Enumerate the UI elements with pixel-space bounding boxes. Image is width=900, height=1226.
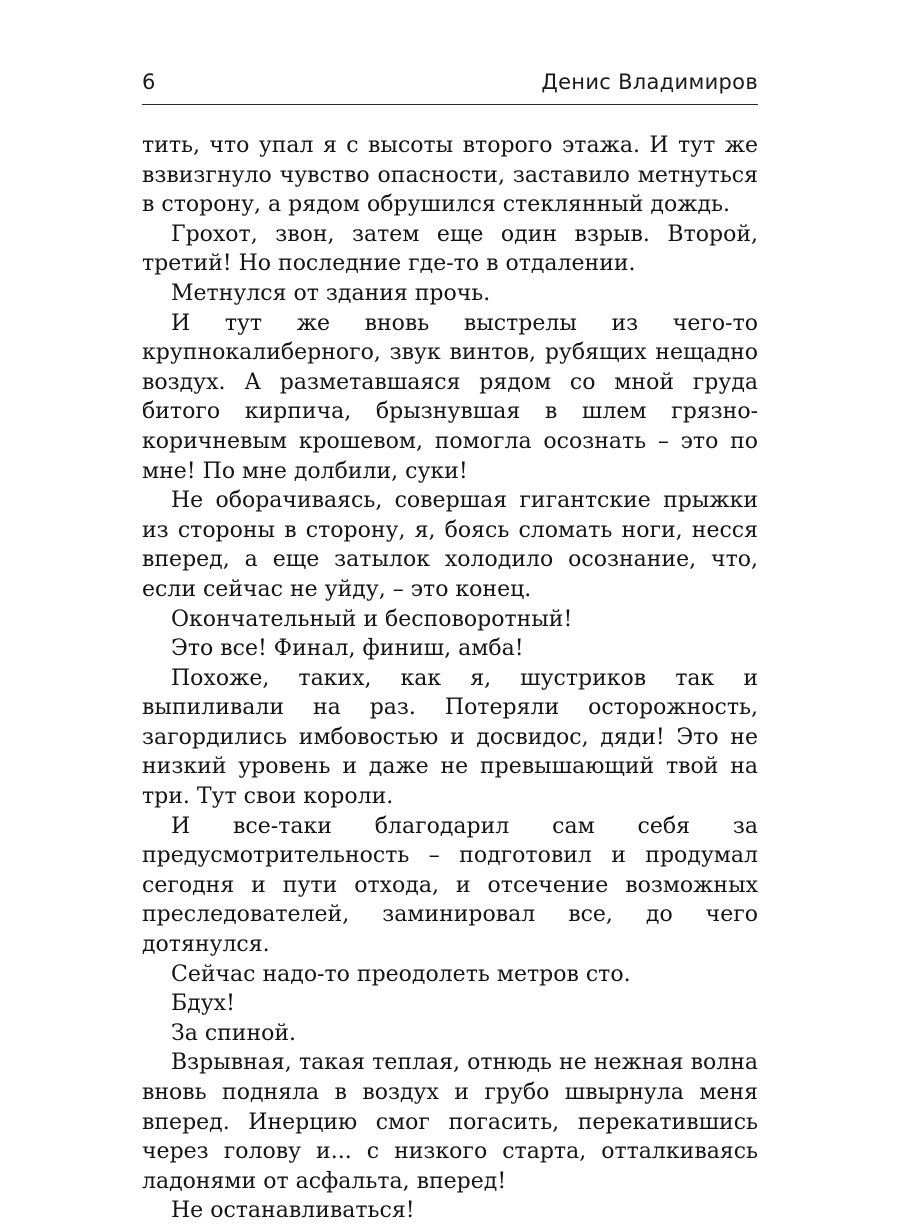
page-number: 6 <box>142 70 156 94</box>
paragraph: Похоже, таких, как я, шустриков так и выпиливали на раз. Потеряли осторожность, загордились имбовостью и досвидос, дяди! Это не низкий уровень и даже не превышающий твой на три. Тут свои короли. <box>142 665 758 810</box>
paragraph: Окончательный и бесповоротный! <box>171 606 573 632</box>
paragraph: Не останавливаться! <box>171 1198 415 1224</box>
paragraph: тить, что упал я с высоты второго этажа. И тут же взвизгнуло чувство опасности, заставило метнуться в сторону, а рядом обрушился стеклянный дождь. <box>142 133 758 218</box>
paragraph: Бдух! <box>171 991 235 1017</box>
paragraph: За спиной. <box>171 1020 297 1046</box>
paragraph: Грохот, звон, затем еще один взрыв. Второй, третий! Но последние где-то в отдалении. <box>142 221 758 277</box>
paragraph: Не оборачиваясь, совершая гигантские прыжки из стороны в сторону, я, боясь сломать ноги, несся вперед, а еще затылок холодило осознание, что, если сейчас не уйду, – это конец. <box>142 488 758 602</box>
body-text <box>142 131 758 1226</box>
paragraph: Метнулся от здания прочь. <box>171 280 491 306</box>
paragraph: Взрывная, такая теплая, отнюдь не нежная волна вновь подняла в воздух и грубо швырнула меня вперед. Инерцию смог погасить, перекатившись через голову и... с низкого старта, отталкиваясь ладонями от асфальта, вперед! <box>142 1050 758 1194</box>
paragraph: И все-таки благодарил сам себя за предусмотрительность – подготовил и продумал сегодня и пути отхода, и отсечение возможных преследователей, заминировал все, до чего дотянулся. <box>142 813 758 958</box>
header-rule <box>142 104 758 105</box>
paragraph: И тут же вновь выстрелы из чего-то крупнокалиберного, звук винтов, рубящих нещадно воздух. А разметавшаяся рядом со мной груда битого кирпича, брызнувшая в шлем грязно-коричневым крошевом, помогла осознать – это по мне! По мне долбили, суки! <box>142 310 758 484</box>
paragraph: Это все! Финал, финиш, амба! <box>171 636 524 662</box>
author-name: Денис Владимиров <box>541 70 758 94</box>
paragraph: Сейчас надо-то преодолеть метров сто. <box>171 961 631 987</box>
running-header <box>142 68 758 102</box>
